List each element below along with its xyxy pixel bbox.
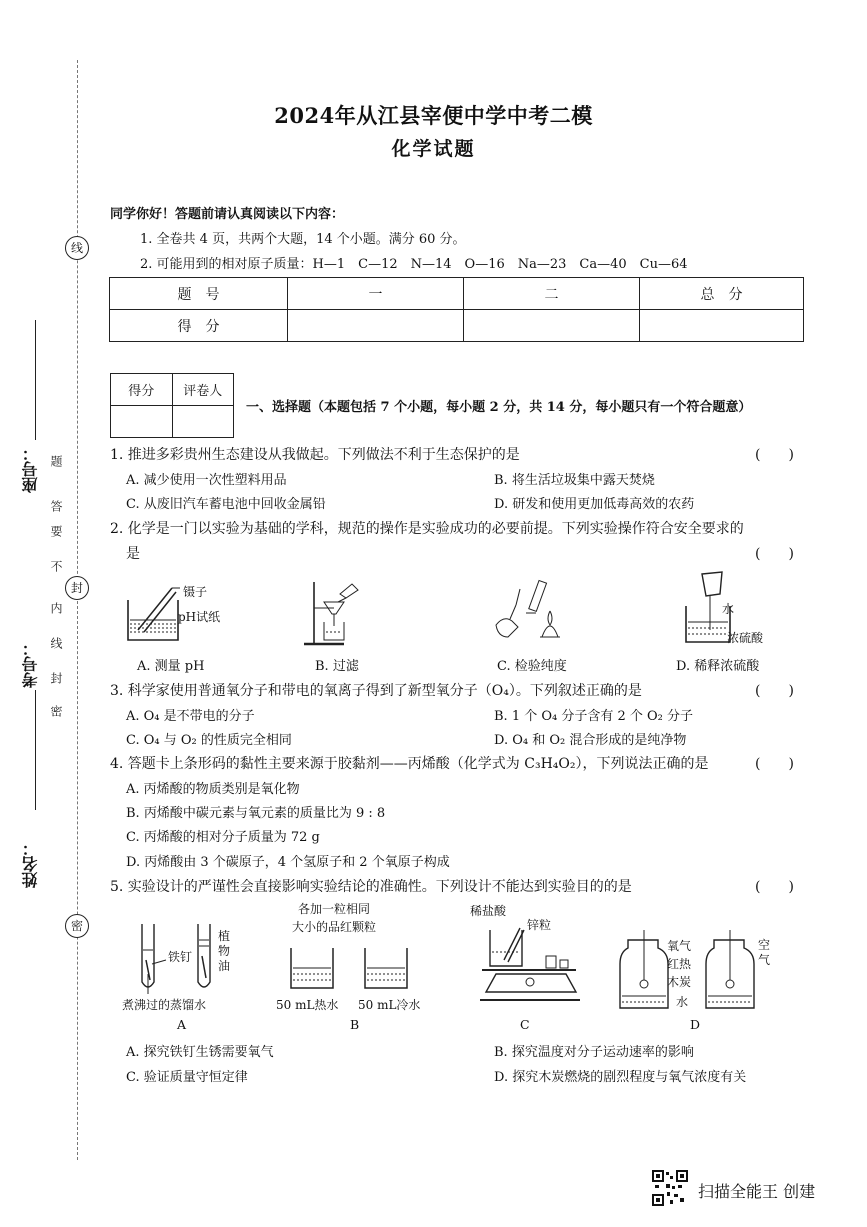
exam-title: 2024年从江县宰便中学中考二模 — [274, 103, 593, 128]
score-table-header-part1: 一 — [288, 278, 464, 310]
exam-subtitle: 化学试题 — [391, 138, 476, 160]
score-table-header-total: 总 分 — [640, 278, 804, 310]
q5-fig-letter-d: D — [690, 1017, 701, 1032]
q2-label-ph-paper: pH试纸 — [178, 610, 221, 624]
q4-stem: 4. 答题卡上条形码的黏性主要来源于胶黏剂——丙烯酸（化学式为 C₃H₄O₂），下列说法正确的是 — [110, 756, 709, 772]
q3-option-d: D. O₄ 和 O₂ 混合形成的是纯净物 — [494, 733, 687, 748]
binding-text-ti: 题 — [49, 455, 63, 467]
q2-label-water: 水 — [722, 602, 735, 616]
q2-figure-b — [300, 574, 370, 650]
q5-label-each-add-2: 大小的品红颗粒 — [292, 920, 377, 934]
instruction-item-1: 1. 全卷共 4 页，共两个大题，14 个小题。满分 60 分。 — [140, 232, 466, 247]
q5-label-boiled-water: 煮沸过的蒸馏水 — [122, 998, 207, 1012]
seat-number-label: 座号： — [21, 445, 40, 493]
q5-figure-c — [476, 920, 586, 1012]
q5-label-hcl: 稀盐酸 — [470, 904, 507, 918]
q4-option-d: D. 丙烯酸由 3 个碳原子，4 个氢原子和 2 个氧原子构成 — [126, 855, 450, 870]
score-table — [109, 277, 804, 342]
q5-option-d: D. 探究木炭燃烧的剧烈程度与氧气浓度有关 — [494, 1070, 747, 1085]
q1-option-c: C. 从废旧汽车蓄电池中回收金属铅 — [126, 497, 326, 512]
score-cell-part2[interactable] — [464, 310, 640, 342]
q5-label-cold-water: 50 mL冷水 — [358, 998, 421, 1012]
q5-option-a: A. 探究铁钉生锈需要氧气 — [126, 1045, 274, 1060]
q5-fig-letter-c: C — [520, 1017, 530, 1032]
binding-text-yao: 要 — [49, 525, 63, 537]
q3-option-a: A. O₄ 是不带电的分子 — [126, 709, 255, 724]
q5-fig-letter-b: B — [350, 1017, 360, 1032]
q5-label-iron-nail: 铁钉 — [168, 950, 193, 964]
q4-option-c: C. 丙烯酸的相对分子质量为 72 g — [126, 830, 320, 845]
q2-option-d: D. 稀释浓硫酸 — [676, 659, 760, 674]
q2-option-a: A. 测量 pH — [137, 659, 205, 674]
instruction-item-2: 2. 可能用到的相对原子质量：H—1 C—12 N—14 O—16 Na—23 Ca—40 Cu—64 — [140, 257, 688, 272]
q2-figure-c — [490, 575, 580, 650]
binding-text-feng: 封 — [49, 672, 63, 684]
exam-number-line[interactable] — [35, 690, 36, 810]
grader-header-grader: 评卷人 — [172, 374, 234, 406]
q4-option-a: A. 丙烯酸的物质类别是氧化物 — [126, 782, 300, 797]
binding-text-nei: 内 — [49, 602, 63, 614]
q5-figure-b — [285, 940, 435, 992]
q2-label-acid: 浓硫酸 — [727, 631, 764, 645]
binding-dashed-line — [77, 60, 78, 1160]
binding-text-mi: 密 — [49, 705, 63, 717]
grader-header-score: 得分 — [111, 374, 173, 406]
q4-option-b: B. 丙烯酸中碳元素与氧元素的质量比为 9 : 8 — [126, 806, 386, 821]
q5-label-charcoal: 木炭 — [667, 975, 692, 989]
q5-option-c: C. 验证质量守恒定律 — [126, 1070, 248, 1085]
q2-stem-cont: 是 — [126, 546, 140, 562]
q5-label-water: 水 — [676, 995, 689, 1009]
score-table-header-part2: 二 — [464, 278, 640, 310]
q5-label-hot-water: 50 mL热水 — [276, 998, 339, 1012]
q3-option-c: C. O₄ 与 O₂ 的性质完全相同 — [126, 733, 292, 748]
binding-circle-xian: 线 — [65, 236, 89, 260]
q3-answer-paren[interactable]: ( ) — [755, 683, 794, 699]
grader-cell-grader[interactable] — [172, 406, 234, 438]
grader-cell-score[interactable] — [111, 406, 173, 438]
binding-circle-feng: 封 — [65, 576, 89, 600]
q5-label-red-hot: 红热 — [667, 957, 692, 971]
q5-fig-letter-a: A — [177, 1017, 187, 1032]
q5-label-oxygen: 氧气 — [667, 939, 692, 953]
instructions-greeting: 同学你好！答题前请认真阅读以下内容： — [110, 207, 345, 222]
qr-code-icon — [652, 1170, 688, 1206]
q2-answer-paren[interactable]: ( ) — [755, 546, 794, 562]
q5-label-zinc: 锌粒 — [527, 918, 552, 932]
q4-answer-paren[interactable]: ( ) — [755, 756, 794, 772]
q1-option-b: B. 将生活垃圾集中露天焚烧 — [494, 473, 655, 488]
name-label: 姓名： — [21, 840, 40, 888]
q2-option-c: C. 检验纯度 — [497, 659, 567, 674]
q1-answer-paren[interactable]: ( ) — [755, 447, 794, 463]
q2-label-tweezers: 镊子 — [183, 585, 208, 599]
section1-title: 一、选择题（本题包括 7 个小题，每小题 2 分，共 14 分，每小题只有一个符合题意） — [246, 400, 752, 415]
binding-text-da: 答 — [49, 500, 63, 512]
q5-stem: 5. 实验设计的严谨性会直接影响实验结论的准确性。下列设计不能达到实验目的的是 — [110, 879, 632, 895]
watermark-text: 扫描全能王 创建 — [698, 1182, 816, 1201]
score-table-row-label: 得 分 — [110, 310, 288, 342]
q5-label-air: 空气 — [758, 938, 771, 967]
binding-text-bu: 不 — [49, 560, 63, 572]
q3-option-b: B. 1 个 O₄ 分子含有 2 个 O₂ 分子 — [494, 709, 694, 724]
binding-circle-mi: 密 — [65, 914, 89, 938]
seat-number-line[interactable] — [35, 320, 36, 440]
q1-stem: 1. 推进多彩贵州生态建设从我做起。下列做法不利于生态保护的是 — [110, 447, 520, 463]
q5-label-veg-oil: 植物油 — [218, 929, 231, 973]
q1-option-a: A. 减少使用一次性塑料用品 — [126, 473, 287, 488]
q2-option-b: B. 过滤 — [315, 659, 359, 674]
q5-answer-paren[interactable]: ( ) — [755, 879, 794, 895]
q2-stem: 2. 化学是一门以实验为基础的学科，规范的操作是实验成功的必要前提。下列实验操作符合安全要求的 — [110, 521, 744, 537]
grader-table — [110, 373, 234, 438]
q1-option-d: D. 研发和使用更加低毒高效的农药 — [494, 497, 695, 512]
q5-option-b: B. 探究温度对分子运动速率的影响 — [494, 1045, 694, 1060]
q5-figure-d — [618, 930, 768, 1015]
exam-number-label: 考号： — [21, 640, 40, 688]
score-table-header-number: 题 号 — [110, 278, 288, 310]
binding-text-xian: 线 — [49, 637, 63, 649]
q5-label-each-add-1: 各加一粒相同 — [298, 902, 371, 916]
q3-stem: 3. 科学家使用普通氧分子和带电的氧离子得到了新型氧分子（O₄）。下列叙述正确的是 — [110, 683, 642, 699]
score-cell-part1[interactable] — [288, 310, 464, 342]
score-cell-total[interactable] — [640, 310, 804, 342]
